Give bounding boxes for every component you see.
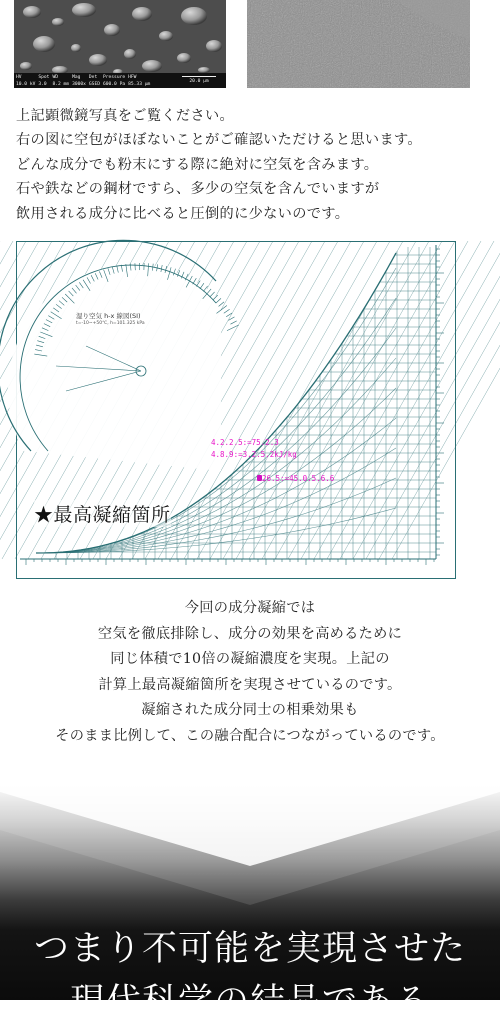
protractor-tick <box>231 321 237 324</box>
sem-label-det: Det <box>89 74 100 81</box>
protractor-tick <box>224 309 230 313</box>
sem-value-spot: 3.0 <box>38 81 49 88</box>
enthalpy-line <box>249 241 429 559</box>
detail-line: 同じ体積で10倍の凝縮濃度を実現。上記の <box>0 647 500 673</box>
sem-label-hv: HV <box>16 74 35 81</box>
sem-scale-label: 20.0 µm <box>189 79 208 84</box>
sem-value-hv: 10.0 kV <box>16 81 35 88</box>
sem-label-mag: Mag <box>72 74 86 81</box>
enthalpy-line <box>275 241 455 559</box>
intro-line: 右の図に空包がほぼないことがご確認いただけると思います。 <box>16 128 486 152</box>
psychrometric-chart <box>16 241 456 579</box>
enthalpy-line <box>210 241 390 559</box>
highlight-annotation-2: 4.8.9:=3.2.5.2kJ/kg <box>211 450 297 459</box>
sem-label-wd: WD <box>52 74 69 81</box>
highlight-annotation-3: 26.5:=45.0.5.6.6 <box>262 474 334 483</box>
sem-label-spot: Spot <box>38 74 49 81</box>
intro-line: どんな成分でも粉末にする際に絶対に空気を含みます。 <box>16 153 486 177</box>
psychrometric-chart-drawing <box>16 241 456 579</box>
protractor-tick <box>228 317 234 321</box>
conclusion-banner <box>0 770 500 1000</box>
sem-info-bar <box>14 73 226 88</box>
sem-scale-bar <box>182 76 216 85</box>
sem-value-det: GSED <box>89 81 100 88</box>
sem-value-wd: 8.2 mm <box>52 81 69 88</box>
sem-label-hfw: HFW <box>128 74 150 81</box>
intro-paragraph <box>16 104 486 226</box>
chart-subtitle: t=-10~+50℃, h=101.325 kPa <box>76 321 145 326</box>
enthalpy-line <box>301 241 481 559</box>
sem-label-pressure: Pressure <box>103 74 125 81</box>
enthalpy-line <box>223 241 403 559</box>
sem-photo-right <box>247 0 470 88</box>
sem-value-mag: 3000x <box>72 81 86 88</box>
detail-line: 今回の成分凝縮では <box>0 596 500 622</box>
sem-photo-left <box>14 0 226 88</box>
sem-smooth-surface-image <box>247 0 470 88</box>
max-condensation-label: ★最高凝縮箇所 <box>34 500 171 527</box>
intro-line: 石や鉄などの鋼材ですら、多少の空気を含んでいますが <box>16 177 486 201</box>
highlight-annotation-1: 4.2.2.5:=75.2.3 <box>211 438 279 447</box>
enthalpy-line <box>288 241 468 559</box>
banner-headline-1: つまり不可能を実現させた <box>0 921 500 971</box>
detail-line: 計算上最高凝縮箇所を実現させているのです。 <box>0 673 500 699</box>
intro-line: 上記顕微鏡写真をご覧ください。 <box>16 104 486 128</box>
sem-value-hfw: 85.33 µm <box>128 81 150 88</box>
enthalpy-line <box>262 241 442 559</box>
sem-value-pressure: 600.0 Pa <box>103 81 125 88</box>
chart-title: 湿り空気 h-x 線図(SI) <box>76 311 141 320</box>
enthalpy-line <box>236 241 416 559</box>
detail-line: 空気を徹底排除し、成分の効果を高めるために <box>0 622 500 648</box>
intro-line: 飲用される成分に比べると圧倒的に少ないのです。 <box>16 202 486 226</box>
detail-paragraph <box>0 596 500 749</box>
banner-diagonal-decoration <box>0 770 500 920</box>
detail-line: そのまま比例して、この融合配合につながっているのです。 <box>0 724 500 750</box>
detail-line: 凝縮された成分同士の相乗効果も <box>0 698 500 724</box>
enthalpy-line <box>314 241 494 559</box>
banner-headline-2: 現代科学の結晶である <box>0 974 500 1024</box>
